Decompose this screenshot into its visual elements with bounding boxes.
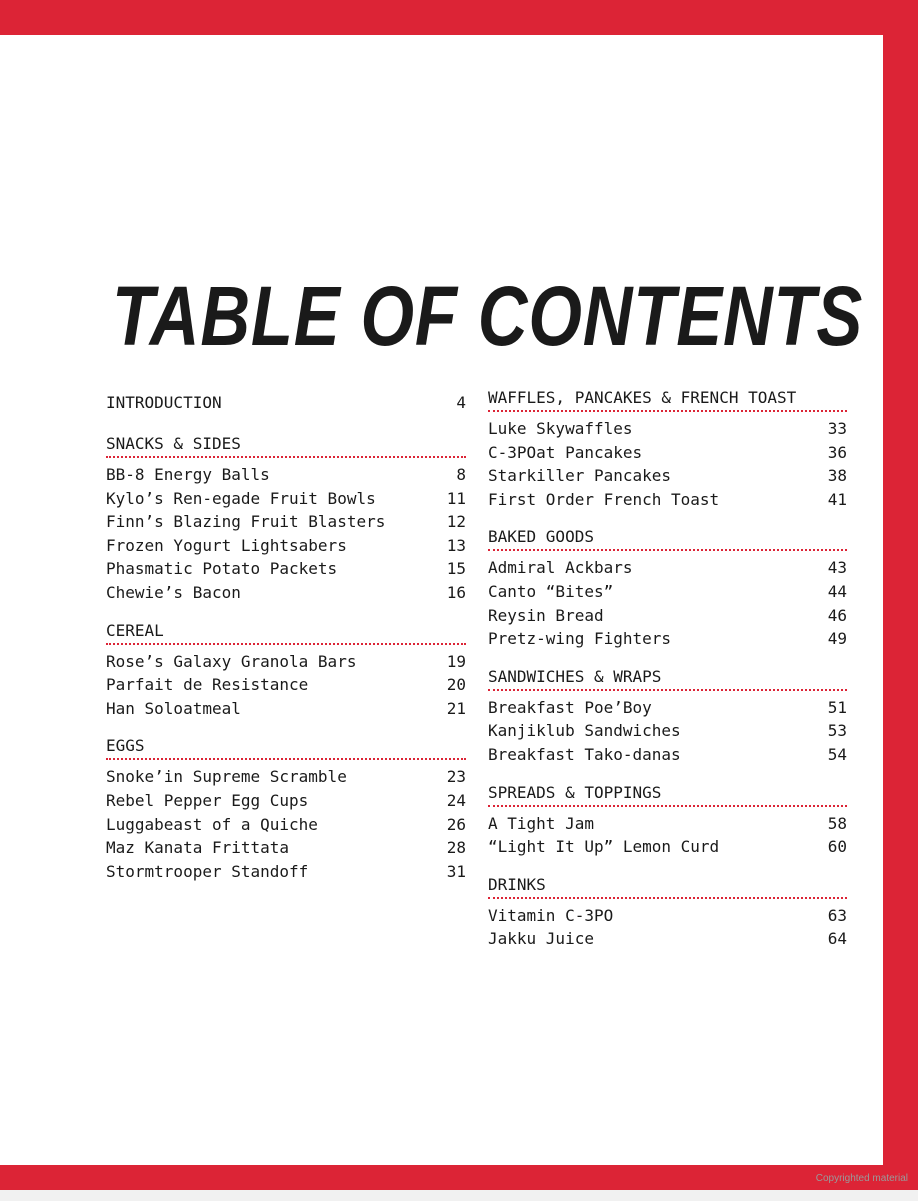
- toc-entry-label: “Light It Up” Lemon Curd: [488, 837, 720, 857]
- toc-entry-snoke-in-supreme-scramble[interactable]: [106, 765, 466, 789]
- toc-entry-label: Han Soloatmeal: [106, 698, 241, 718]
- toc-entry-phasmatic-potato-packets[interactable]: [106, 557, 466, 581]
- toc-entry-label: Starkiller Pancakes: [488, 466, 672, 486]
- toc-entry-page: 63: [827, 905, 847, 925]
- toc-entry-jakku-juice[interactable]: [488, 927, 847, 951]
- toc-entry-label: Snoke’in Supreme Scramble: [106, 767, 347, 787]
- toc-entry-reysin-bread[interactable]: [488, 604, 847, 628]
- toc-entry-label: Breakfast Poe’Boy: [488, 697, 652, 717]
- toc-section-heading: SPREADS & TOPPINGS: [488, 774, 847, 807]
- toc-entry-page: 41: [827, 489, 847, 509]
- toc-entry-page: 26: [446, 814, 466, 834]
- toc-entry-pretz-wing-fighters[interactable]: [488, 627, 847, 651]
- toc-entry-label: First Order French Toast: [488, 489, 720, 509]
- toc-entry-starkiller-pancakes[interactable]: [488, 464, 847, 488]
- toc-entry-label: Canto “Bites”: [488, 581, 614, 601]
- toc-entry-page: 38: [827, 466, 847, 486]
- toc-entry-label: Chewie’s Bacon: [106, 582, 241, 602]
- toc-entry-label: C-3POat Pancakes: [488, 442, 643, 462]
- toc-entry-label: Parfait de Resistance: [106, 675, 309, 695]
- toc-left-column: [106, 390, 466, 890]
- toc-entry-page: 23: [446, 767, 466, 787]
- toc-entry-label: Luke Skywaffles: [488, 419, 633, 438]
- toc-entry-label: Rose’s Galaxy Granola Bars: [106, 651, 357, 671]
- toc-entry-page: 20: [446, 675, 466, 695]
- toc-entry-label: Admiral Ackbars: [488, 558, 633, 578]
- toc-entry-page: 8: [456, 465, 466, 484]
- toc-entry-page: 12: [446, 512, 466, 532]
- toc-entry-han-soloatmeal[interactable]: [106, 697, 466, 721]
- toc-entry-label: Rebel Pepper Egg Cups: [106, 790, 309, 810]
- toc-entry-label: Pretz-wing Fighters: [488, 629, 672, 649]
- toc-section-waffles-pancakes-french-toast: [488, 387, 847, 511]
- page-title: TABLE OF CONTENTS: [112, 269, 864, 363]
- toc-entry-page: 4: [456, 393, 466, 412]
- toc-entry-page: 49: [827, 629, 847, 649]
- toc-entry-vitamin-c-3po[interactable]: [488, 904, 847, 928]
- toc-entry-label: Frozen Yogurt Lightsabers: [106, 535, 347, 555]
- toc-entry-page: 53: [827, 721, 847, 741]
- toc-section-heading: BAKED GOODS: [488, 518, 847, 551]
- toc-entry-page: 19: [446, 651, 466, 671]
- toc-entry-page: 21: [446, 698, 466, 718]
- toc-entry-label: INTRODUCTION: [106, 393, 222, 412]
- toc-entry-kanjiklub-sandwiches[interactable]: [488, 719, 847, 743]
- toc-right-column: [488, 387, 847, 958]
- toc-entry-kylo-s-ren-egade-fruit-bowls[interactable]: [106, 487, 466, 511]
- toc-entry-breakfast-poe-boy[interactable]: [488, 696, 847, 720]
- toc-entry-page: 24: [446, 790, 466, 810]
- toc-entry-first-order-french-toast[interactable]: [488, 488, 847, 512]
- bottom-strip: [0, 1190, 918, 1201]
- toc-section-drinks: [488, 866, 847, 951]
- toc-entry-finn-s-blazing-fruit-blasters[interactable]: [106, 510, 466, 534]
- toc-entry-page: 60: [827, 837, 847, 857]
- toc-section-baked-goods: [488, 518, 847, 650]
- toc-entry-label: Jakku Juice: [488, 929, 594, 949]
- toc-entry-breakfast-tako-danas[interactable]: [488, 743, 847, 767]
- toc-entry-rose-s-galaxy-granola-bars[interactable]: [106, 650, 466, 674]
- toc-entry-admiral-ackbars[interactable]: [488, 556, 847, 580]
- toc-entry-c-3poat-pancakes[interactable]: [488, 441, 847, 465]
- toc-section-snacks-sides: [106, 425, 466, 605]
- toc-section-cereal: [106, 612, 466, 721]
- toc-entry-canto-bites[interactable]: [488, 580, 847, 604]
- toc-entry-luke-skywaffles[interactable]: [488, 417, 847, 441]
- toc-entry-page: 15: [446, 559, 466, 579]
- toc-entry-page: 46: [827, 605, 847, 625]
- toc-entry-bb-8-energy-balls[interactable]: [106, 463, 466, 487]
- toc-entry-introduction[interactable]: [106, 390, 466, 414]
- toc-section-heading: WAFFLES, PANCAKES & FRENCH TOAST: [488, 387, 847, 412]
- toc-entry-page: 16: [446, 582, 466, 602]
- toc-section-spreads-toppings: [488, 774, 847, 859]
- toc-entry-page: 13: [446, 535, 466, 555]
- toc-entry-label: Maz Kanata Frittata: [106, 838, 290, 858]
- toc-entry-label: Phasmatic Potato Packets: [106, 559, 338, 579]
- toc-entry-rebel-pepper-egg-cups[interactable]: [106, 789, 466, 813]
- toc-section-heading: SNACKS & SIDES: [106, 425, 466, 458]
- toc-entry-luggabeast-of-a-quiche[interactable]: [106, 813, 466, 837]
- toc-entry-page: 43: [827, 558, 847, 578]
- toc-entry-label: BB-8 Energy Balls: [106, 465, 270, 484]
- toc-entry-light-it-up-lemon-curd[interactable]: [488, 835, 847, 859]
- toc-entry-page: 31: [446, 861, 466, 881]
- toc-entry-frozen-yogurt-lightsabers[interactable]: [106, 534, 466, 558]
- toc-entry-page: 36: [827, 442, 847, 462]
- toc-entry-page: 11: [446, 488, 466, 508]
- toc-section-sandwiches-wraps: [488, 658, 847, 767]
- toc-entry-label: Kanjiklub Sandwiches: [488, 721, 681, 741]
- toc-entry-page: 54: [827, 744, 847, 764]
- toc-entry-label: Breakfast Tako-danas: [488, 744, 681, 764]
- toc-entry-label: Reysin Bread: [488, 605, 604, 625]
- toc-entry-maz-kanata-frittata[interactable]: [106, 836, 466, 860]
- toc-entry-label: A Tight Jam: [488, 813, 594, 833]
- toc-section-heading: EGGS: [106, 727, 466, 760]
- toc-entry-label: Finn’s Blazing Fruit Blasters: [106, 512, 386, 532]
- toc-entry-page: 58: [827, 813, 847, 833]
- toc-entry-parfait-de-resistance[interactable]: [106, 673, 466, 697]
- toc-entry-label: Luggabeast of a Quiche: [106, 814, 318, 834]
- toc-entry-chewie-s-bacon[interactable]: [106, 581, 466, 605]
- toc-entry-page: 44: [827, 581, 847, 601]
- toc-section-eggs: [106, 727, 466, 883]
- toc-entry-label: Vitamin C-3PO: [488, 905, 614, 925]
- toc-entry-a-tight-jam[interactable]: [488, 812, 847, 836]
- toc-entry-label: Stormtrooper Standoff: [106, 861, 309, 881]
- toc-entry-label: Kylo’s Ren-egade Fruit Bowls: [106, 488, 376, 508]
- toc-section-heading: SANDWICHES & WRAPS: [488, 658, 847, 691]
- toc-entry-page: 64: [827, 929, 847, 949]
- toc-section-heading: DRINKS: [488, 866, 847, 899]
- toc-entry-page: 33: [827, 419, 847, 438]
- toc-entry-page: 51: [827, 697, 847, 717]
- toc-entry-stormtrooper-standoff[interactable]: [106, 860, 466, 884]
- copyright-notice: Copyrighted material: [815, 1173, 908, 1184]
- toc-entry-page: 28: [446, 838, 466, 858]
- toc-section-heading: CEREAL: [106, 612, 466, 645]
